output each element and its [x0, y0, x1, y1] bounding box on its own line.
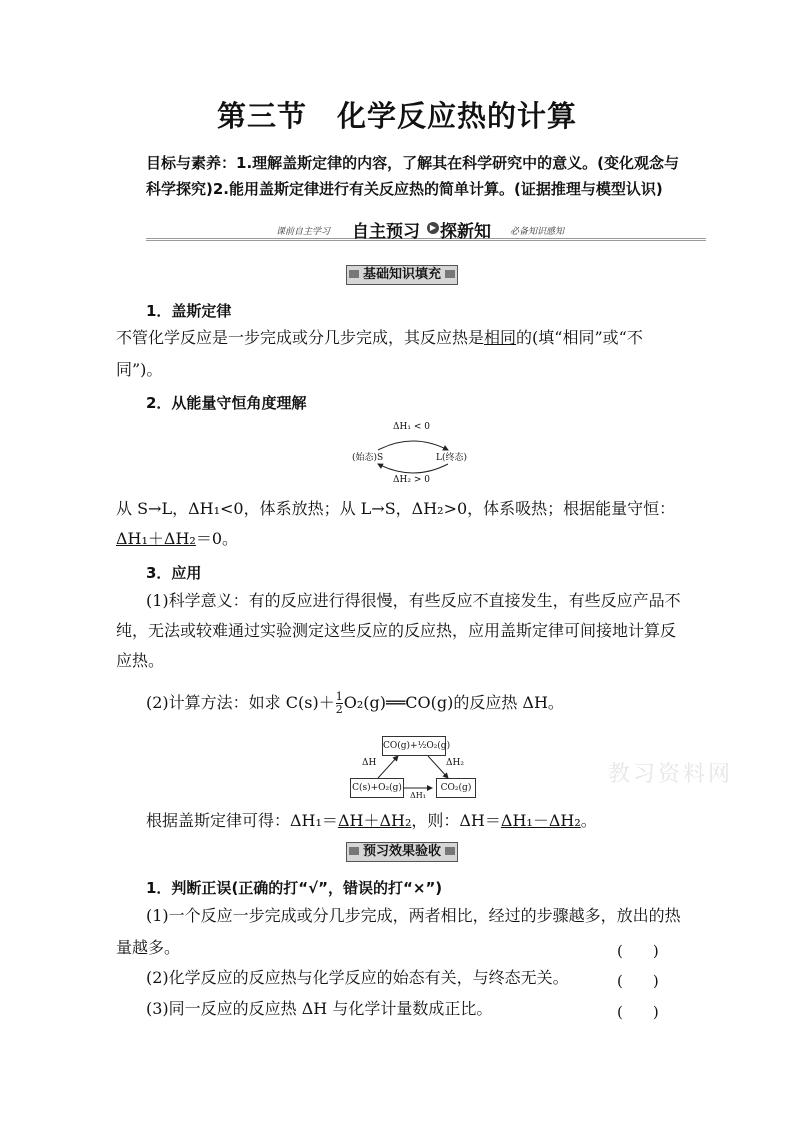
section-banner — [146, 216, 706, 246]
banner-arrow-icon: ▶ — [427, 222, 439, 234]
s1-line1 — [116, 323, 696, 353]
cycle-left-label: (始态)S — [352, 453, 384, 463]
cycle-right-label: L(终态) — [436, 453, 467, 463]
energy-cycle-diagram — [348, 420, 478, 488]
label-delta-h: ΔH — [362, 758, 377, 768]
s2-answer-blank: ΔH₁＋ΔH₂ — [116, 529, 196, 548]
fraction-half — [336, 691, 343, 716]
s2-text-tail: ＝0。 — [195, 529, 239, 548]
s3-result — [146, 806, 706, 836]
banner-divider — [146, 238, 706, 241]
s3-answer-blank-2: ΔH₁－ΔH₂ — [500, 811, 581, 830]
banner-right-caption: 必备知识感知 — [510, 227, 565, 237]
fraction-denominator: 2 — [335, 703, 343, 716]
quiz-q2-answer-box[interactable]: ( ) — [617, 972, 659, 990]
box-initial-state: C(s)+O₂(g) — [350, 778, 404, 798]
s2-line2 — [116, 524, 238, 554]
s1-line2: 同”)。 — [116, 360, 163, 379]
s1-text: 不管化学反应是一步完成或分几步完成，其反应热是 — [116, 328, 485, 347]
quiz-heading: 1．判断正误(正确的打“√”，错误的打“×”) — [146, 879, 443, 897]
s3-p2 — [146, 688, 706, 718]
learning-goals: 目标与素养：1.理解盖斯定律的内容，了解其在科学研究中的意义。(变化观念与科学探究)2.能用盖斯定律进行有关反应热的简单计算。(证据推理与模型认识) — [146, 154, 679, 198]
s3-p1-line3: 应热。 — [116, 651, 165, 670]
banner-title-right: 探新知 — [440, 222, 491, 242]
s3-answer-blank-1: ΔH＋ΔH₂ — [337, 811, 412, 830]
quiz-q1-line1: (1)一个反应一步完成或分几步完成，两者相比，经过的步骤越多，放出的热 — [146, 906, 681, 925]
banner-left-caption: 课前自主学习 — [276, 227, 331, 237]
cycle-top-label: ΔH₁ < 0 — [393, 422, 430, 432]
s2-heading: 2．从能量守恒角度理解 — [146, 394, 307, 412]
watermark: 教习资料网 — [608, 762, 734, 787]
page-title: 第三节 化学反应热的计算 — [216, 99, 577, 133]
s3-p2-text-tail: O₂(g)══CO(g)的反应热 ΔH。 — [343, 693, 564, 712]
quiz-q1-answer-box[interactable]: ( ) — [617, 942, 659, 960]
s3-p2-text: (2)计算方法：如求 C(s)＋ — [146, 693, 335, 712]
s3-heading: 3．应用 — [146, 564, 202, 582]
section-tag-basic: 基础知识填充 — [346, 265, 458, 285]
section-tag-quiz: 预习效果验收 — [346, 842, 458, 862]
box-co-state: CO(g)+½O₂(g) — [382, 736, 446, 756]
fraction-numerator: 1 — [335, 690, 343, 703]
s2-line1: 从 S→L，ΔH₁<0，体系放热；从 L→S，ΔH₂>0，体系吸热；根据能量守恒： — [116, 499, 676, 518]
quiz-q3-answer-box[interactable]: ( ) — [617, 1003, 659, 1021]
label-delta-h2: ΔH₂ — [446, 758, 464, 768]
s3-result-tail: 。 — [580, 811, 597, 830]
banner-title-left: 自主预习 — [352, 222, 420, 242]
s1-text-tail: 的(填“相同”或“不 — [516, 328, 643, 347]
quiz-q2: (2)化学反应的反应热与化学反应的始态有关，与终态无关。 — [146, 968, 569, 987]
s1-heading: 1．盖斯定律 — [146, 302, 232, 320]
s1-answer-blank: 相同 — [484, 328, 517, 347]
cycle-bottom-label: ΔH₂ > 0 — [393, 475, 430, 485]
hess-triangle-diagram — [348, 734, 478, 798]
s3-result-text: 根据盖斯定律可得：ΔH₁＝ — [146, 811, 338, 830]
quiz-q1-line2: 量越多。 — [116, 938, 181, 957]
s3-p1-line1: (1)科学意义：有的反应进行得很慢，有些反应不直接发生，有些反应产品不 — [146, 591, 681, 610]
label-delta-h1: ΔH₁ — [410, 791, 426, 800]
box-final-state: CO₂(g) — [436, 778, 476, 798]
quiz-q3: (3)同一反应的反应热 ΔH 与化学计量数成正比。 — [146, 999, 493, 1018]
s3-p1-line2: 纯，无法或较难通过实验测定这些反应的反应热，应用盖斯定律可间接地计算反 — [116, 621, 677, 640]
s3-result-mid: ，则：ΔH＝ — [411, 811, 501, 830]
